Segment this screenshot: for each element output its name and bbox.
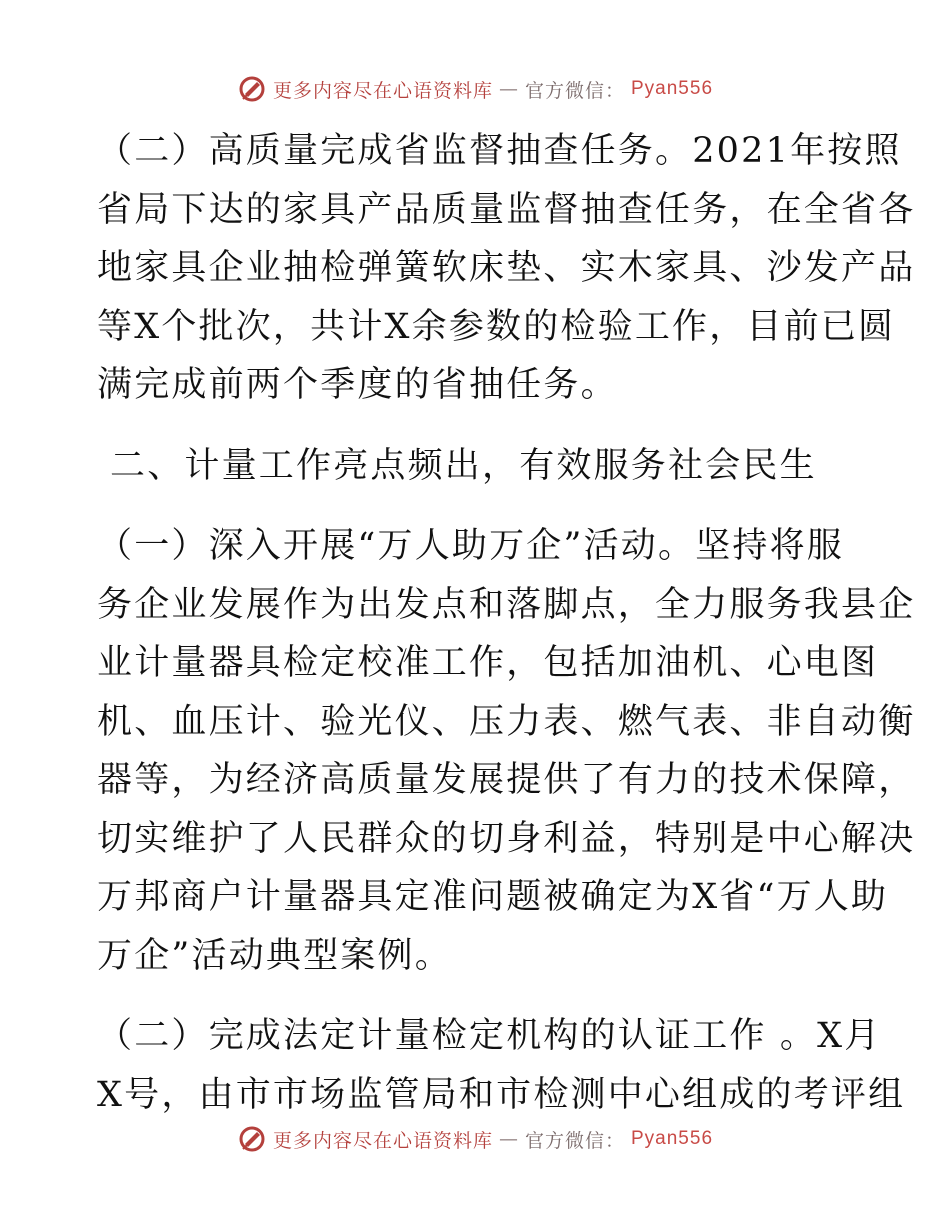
- text-line: （一）深入开展“万人助万企”活动。坚持将服: [97, 526, 844, 566]
- paragraph-certification: [97, 1007, 906, 1124]
- watermark-site: 更多内容尽在心语资料库: [272, 79, 493, 102]
- text-line: 地家具企业抽检弹簧软床垫、实木家具、沙发产品: [97, 248, 916, 288]
- text-line: 业计量器具检定校准工作，包括加油机、心电图: [97, 643, 879, 683]
- watermark-contact: 官方微信：: [524, 79, 625, 102]
- brush-logo-icon: [237, 1124, 267, 1154]
- paragraph-enterprise-support: [97, 517, 916, 985]
- text-line: 器等，为经济高质量发展提供了有力的技术保障，: [97, 760, 916, 800]
- text-line: 机、血压计、验光仪、压力表、燃气表、非自动衡: [97, 701, 916, 742]
- watermark-dash: —: [498, 1128, 519, 1150]
- watermark-dash: —: [498, 78, 519, 100]
- text-line: 万企”活动典型案例。: [97, 935, 452, 976]
- heading-line: 二、计量工作亮点频出，有效服务社会民生: [110, 445, 817, 486]
- footer-watermark: [0, 1124, 950, 1154]
- section-heading-metrology: [110, 437, 857, 496]
- text-line: 等X个批次，共计X余参数的检验工作，目前已圆: [97, 306, 896, 347]
- text-line: 切实维护了人民群众的切身利益，特别是中心解决: [97, 818, 916, 859]
- text-line: （二）完成法定计量检定机构的认证工作 。X月: [97, 1016, 882, 1056]
- text-line: 务企业发展作为出发点和落脚点，全力服务我县企: [97, 584, 916, 625]
- text-line: （二）高质量完成省监督抽查任务。2021年按照: [97, 131, 902, 171]
- brush-logo-icon: [237, 74, 267, 104]
- text-line: X号，由市市场监管局和市检测中心组成的考评组: [97, 1074, 906, 1115]
- watermark-contact: 官方微信：: [524, 1129, 625, 1152]
- paragraph-provincial-inspection: [97, 122, 916, 415]
- text-line: 万邦商户计量器具定准问题被确定为X省“万人助: [97, 877, 889, 917]
- text-line: 省局下达的家具产品质量监督抽查任务，在全省各: [97, 189, 916, 230]
- watermark-site: 更多内容尽在心语资料库: [272, 1129, 493, 1152]
- header-watermark: [0, 74, 950, 104]
- watermark-id: Pyan556: [631, 78, 714, 99]
- document-body: [97, 122, 916, 1124]
- text-line: 满完成前两个季度的省抽任务。: [97, 365, 618, 405]
- watermark-id: Pyan556: [631, 1128, 714, 1149]
